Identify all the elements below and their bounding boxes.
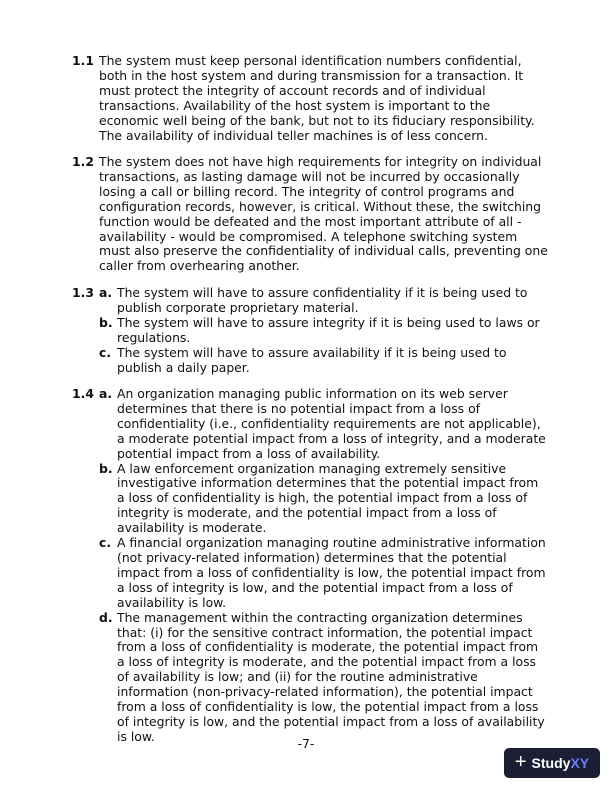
item-number: 1.4 (72, 386, 94, 401)
sub-item-text: The system will have to assure integrity if it is being used to laws or regulations. (117, 314, 540, 345)
sub-item-text: The management within the contracting organization determines that: (i) for the sensitive contract information, the potential impact from a loss of confidentiality is moderate, the potential impact from a loss of integrity is moderate, and the potential impact from a loss of availability is low; and (ii) for the routine administrative information (non-privacy-related information), the potential impact from a loss of confidentiality is low, the potential impact from a loss of integrity is low, and the potential impact from a loss of availability is low. (117, 609, 545, 744)
item-number: 1.2 (72, 154, 94, 169)
sub-item-c (99, 536, 548, 611)
sub-item-a (99, 286, 548, 316)
sub-item-letter: c. (99, 535, 112, 551)
sub-item-text: An organization managing public information on its web server determines that there is no potential impact from a loss of confidentiality (i.e., confidentiality requirements are not applicable), a moderate potential impact from a loss of integrity, and a moderate potential impact from a loss of availability. (117, 386, 546, 461)
brand-study: Study (531, 755, 571, 771)
studyxy-badge[interactable] (504, 748, 600, 778)
sub-item-text: A financial organization managing routine administrative information (not privacy-related information) determines that the potential impact from a loss of confidentiality is low, the potential impact from a loss of integrity is low, and the potential impact from a loss of availability is low. (117, 535, 546, 610)
sub-item-text: A law enforcement organization managing extremely sensitive investigative information determines that the potential impact from a loss of confidentiality is high, the potential impact from a loss of integrity is moderate, and the potential impact from a loss of availability is moderate. (117, 460, 539, 536)
answer-1-4 (72, 387, 548, 745)
sub-item-d (99, 611, 548, 745)
sub-item-letter: a. (99, 285, 113, 300)
sub-item-letter: a. (99, 386, 113, 401)
brand-name (532, 755, 590, 771)
answer-1-1 (72, 54, 548, 143)
sub-item-c (99, 346, 548, 376)
item-number: 1.1 (72, 53, 94, 68)
plus-icon: + (514, 751, 527, 773)
sub-item-letter: d. (99, 609, 113, 625)
sub-item-text: The system will have to assure confidentiality if it is being used to publish corporate proprietary material. (117, 285, 528, 315)
sub-item-letter: b. (99, 460, 113, 476)
answer-1-2 (72, 155, 548, 274)
sub-item-text: The system will have to assure availability if it is being used to publish a daily paper. (117, 344, 507, 375)
sub-item-b (99, 316, 548, 346)
item-text: The system does not have high requirements for integrity on individual transactions, as lasting damage will not be incurred by occasionally losing a call or billing record. The integrity of control programs and configuration records, however, is critical. Without these, the switching function would be defeated and the most important attribute of all - availability - would be compromised. A telephone switching system must also preserve the confidentiality of individual calls, preventing one caller from overhearing another. (99, 154, 548, 274)
sub-item-b (99, 462, 548, 537)
brand-xy: XY (570, 755, 590, 771)
sub-item-letter: c. (99, 344, 112, 360)
item-number: 1.3 (72, 285, 94, 300)
answer-1-3 (72, 286, 548, 375)
sub-item-a (99, 387, 548, 462)
page-number: -7- (297, 736, 315, 751)
item-text: The system must keep personal identification numbers confidential, both in the host system and during transmission for a transaction. It must protect the integrity of account records and of individual transactions. Availability of the host system is important to the economic well being of the bank, but not to its fiduciary responsibility. The availability of individual teller machines is of less concern. (99, 53, 535, 143)
sub-item-letter: b. (99, 314, 113, 330)
